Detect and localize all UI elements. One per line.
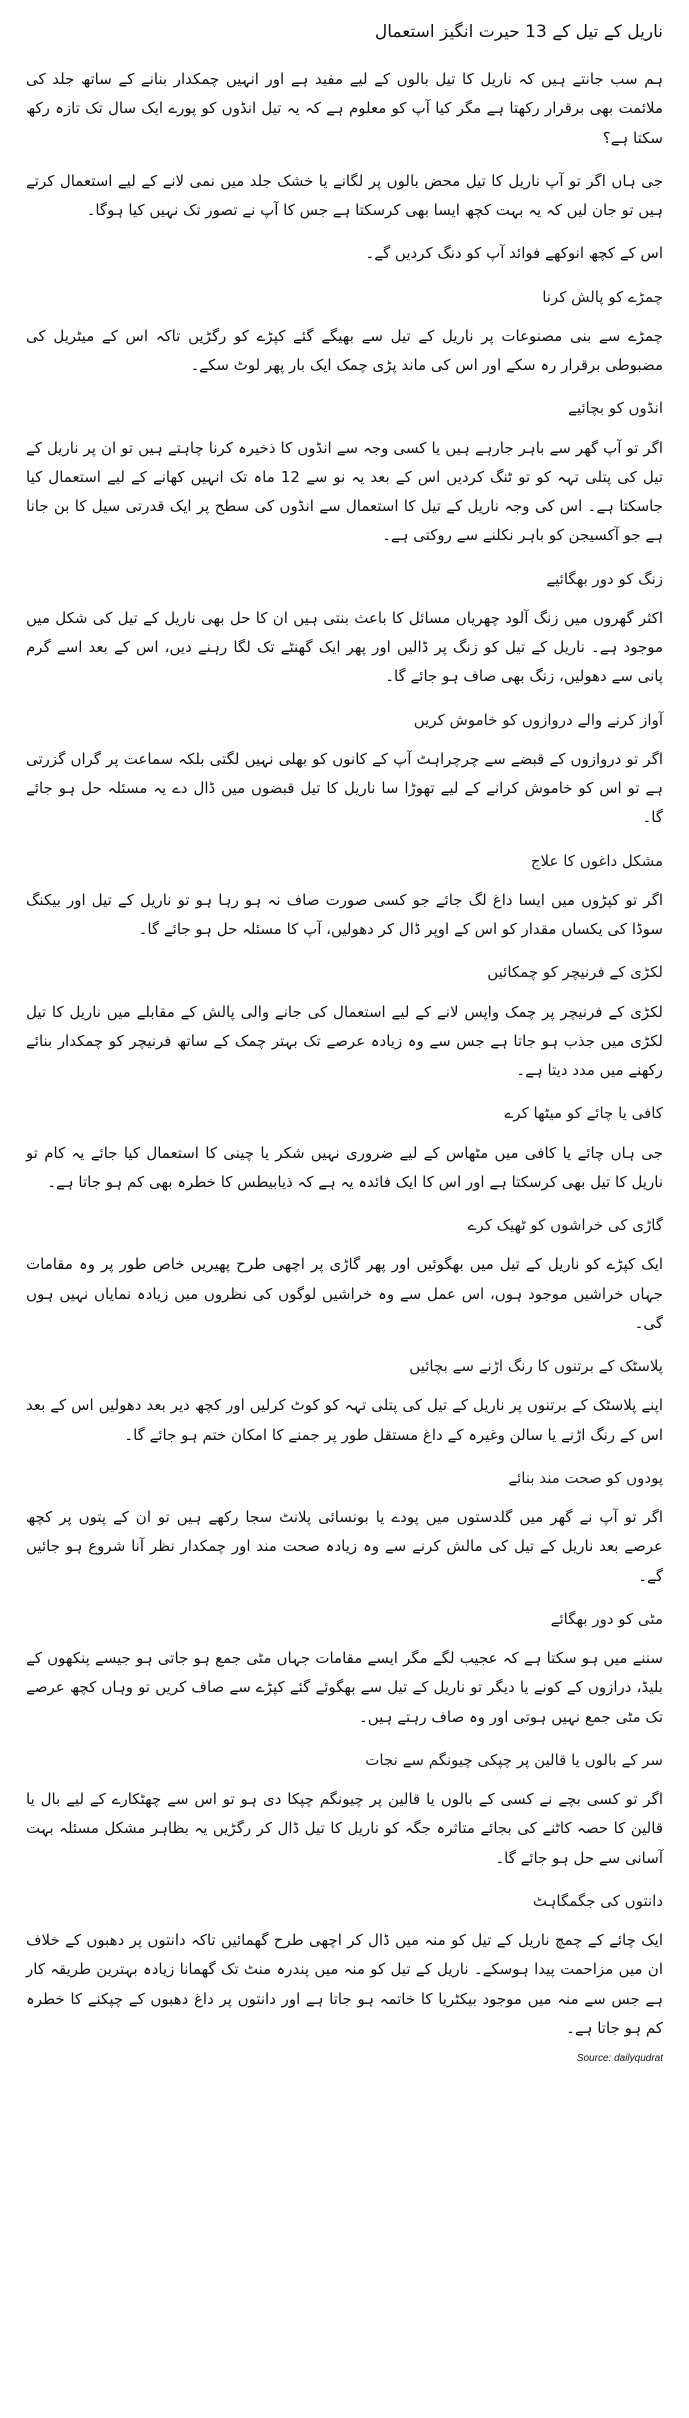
section-heading: لکڑی کے فرنیچر کو چمکائیں [487,963,663,982]
section-body: جی ہاں چائے یا کافی میں مٹھاس کے لیے ضروری نہیں شکر یا چینی کا استعمال کیا جائے یہ کام تو ناریل کا تیل بھی کرسکتا ہے اور اس کا ایک فائدہ یہ ہے کہ ذیابیطس کا خطرہ بھی کم ہو جاتا ہے۔ [26,1143,663,1191]
section-heading: پودوں کو صحت مند بنائے [508,1468,663,1487]
section-body: اگر تو کپڑوں میں ایسا داغ لگ جائے جو کسی صورت صاف نہ ہو رہا ہو تو ناریل کے تیل اور بیکنگ سوڈا کی یکساں مقدار کو اس کے اوپر ڈال کر دھولیں، آپ کا مسئلہ حل ہو جائے گا۔ [26,890,663,939]
section-body: اکثر گھروں میں زنگ آلود چھریاں مسائل کا باعث بنتی ہیں ان کا حل بھی ناریل کے تیل کی شکل میں موجود ہے۔ ناریل کے تیل کو زنگ پر ڈالیں اور پھر ایک گھنٹے تک لگا رہنے دیں، اس کے بعد اسے گرم پانی سے دھولیں، زنگ بھی صاف ہو جائے گا۔ [26,608,663,686]
section-list [26,283,663,2044]
section-body: اگر تو آپ گھر سے باہر جارہے ہیں یا کسی وجہ سے انڈوں کا ذخیرہ کرنا چاہتے ہیں تو ان پر ناریل کے تیل کی پتلی تہہ کو تو ٹنگ کردیں اس کے بعد یہ نو سے 12 ماہ تک انہیں کھانے کے لیے استعمال کیا جاسکتا ہے۔ اس کی وجہ ناریل کے تیل کا استعمال سے انڈوں کی سطح پر ایک قدرتی سیل کا بن جانا ہے جو آکسیجن کو باہر نکلنے سے روکتی ہے۔ [26,438,663,545]
section-tough-stains [26,847,663,945]
section-healthy-plants [26,1464,663,1591]
section-remove-rust [26,565,663,692]
section-heading: انڈوں کو بچائیے [568,399,663,418]
intro-paragraph: اس کے کچھ انوکھے فوائد آپ کو دنگ کردیں گے۔ [365,244,663,263]
section-heading: چمڑے کو پالش کرنا [542,287,663,306]
section-body: اپنے پلاسٹک کے برتنوں پر ناریل کے تیل کی پتلی تہہ کو کوٹ کرلیں اور کچھ دیر بعد دھولیں اس کے بعد اس کے رنگ اڑنے یا سالن وغیرہ کے داغ مستقل طور پر جمنے کا امکان ختم ہو جائے گا۔ [26,1396,663,1444]
section-chewing-gum [26,1746,663,1873]
intro-paragraph: ہم سب جانتے ہیں کہ ناریل کا تیل بالوں کے لیے مفید ہے اور انہیں چمکدار بنانے کے ساتھ جلد کی ملائمت بھی برقرار رکھتا ہے مگر کیا آپ کو معلوم ہے کہ یہ تیل انڈوں کو پورے ایک سال تک تازہ رکھ سکتا ہے؟ [26,70,663,147]
section-polish-leather [26,283,663,381]
intro-paragraph: جی ہاں اگر تو آپ ناریل کا تیل محض بالوں پر لگانے یا خشک جلد میں نمی لانے کے لیے استعمال کرتے ہیں تو جان لیں کہ یہ بہت کچھ ایسا بھی کرسکتا ہے جس کا آپ نے تصور تک نہیں کیا ہوگا۔ [26,171,663,220]
section-heading: مٹی کو دور بھگائے [550,1609,663,1628]
section-plastic-containers [26,1352,663,1450]
section-sweeten-coffee [26,1099,663,1197]
section-repel-dust [26,1605,663,1732]
section-squeaky-doors [26,706,663,833]
section-body: ایک کپڑے کو ناریل کے تیل میں بھگوئیں اور پھر گاڑی پر اچھی طرح پھیریں خاص طور پر وہ مقامات جہاں خراشیں موجود ہوں، اس عمل سے وہ خراشیں لوگوں کی نظروں میں زیادہ نمایاں نہیں ہوں گی۔ [26,1255,663,1332]
section-car-scratches [26,1211,663,1338]
section-heading: زنگ کو دور بھگائیے [546,569,663,588]
article-title: ناریل کے تیل کے 13 حیرت انگیز استعمال [374,22,663,42]
section-body: لکڑی کے فرنیچر پر چمک واپس لانے کے لیے استعمال کی جانے والی پالش کے مقابلے میں ناریل کا تیل لکڑی میں جذب ہو جاتا ہے جس سے وہ زیادہ عرصے تک بہتر چمک کے ساتھ فرنیچر کو چمکدار بنائے رکھنے میں مدد دیتا ہے۔ [26,1002,663,1080]
section-body: سننے میں ہو سکتا ہے کہ عجیب لگے مگر ایسے مقامات جہاں مٹی جمع ہو جاتی ہو جیسے پنکھوں کے بلیڈ، درازوں کے کونے یا دیگر تو ناریل کے تیل سے بھگوئے گئے کپڑے سے صاف کریں تو وہاں کچھ عرصے تک مٹی جمع نہیں ہوتی اور وہ صاف رہتے ہیں۔ [26,1649,663,1726]
section-body: ایک چائے کے چمچ ناریل کے تیل کو منہ میں ڈال کر اچھی طرح گھمائیں تاکہ دانتوں پر دھبوں کے خلاف ان میں مزاحمت پیدا ہوسکے۔ ناریل کے تیل کو منہ میں پندرہ منٹ تک گھمانا زیادہ بہترین طریقہ کار ہے جس سے منہ میں موجود بیکٹریا کا خاتمہ ہو جاتا ہے اور دانتوں پر داغ دھبوں کے چپکنے کا خطرہ کم ہو جاتا ہے۔ [26,1931,663,2037]
section-preserve-eggs [26,394,663,550]
article-intro [26,65,663,269]
section-body: اگر تو آپ نے گھر میں گلدستوں میں پودے یا بونسائی پلانٹ سجا رکھے ہیں تو ان کے پتوں پر کچھ عرصے بعد ناریل کے تیل کی مالش کرنے سے وہ زیادہ صحت مند اور چمکدار نظر آنا شروع ہو جائیں گے۔ [26,1508,663,1585]
section-heading: کافی یا چائے کو میٹھا کرے [504,1104,663,1123]
section-heading: دانتوں کی جگمگاہٹ [532,1891,663,1910]
source-credit: Source: dailyqudrat [576,2053,663,2065]
section-whiten-teeth [26,1887,663,2043]
section-body: چمڑے سے بنی مصنوعات پر ناریل کے تیل سے بھیگے گئے کپڑے کو رگڑیں تاکہ اس کے میٹریل کی مضبوطی برقرار رہ سکے اور اس کی ماند پڑی چمک ایک بار پھر لوٹ سکے۔ [26,326,663,375]
section-heading: پلاسٹک کے برتنوں کا رنگ اڑنے سے بچائیں [409,1357,663,1376]
section-heading: گاڑی کی خراشوں کو ٹھیک کرے [467,1216,663,1235]
section-body: اگر تو کسی بچے نے کسی کے بالوں یا قالین پر چیونگم چپکا دی ہو تو اس سے چھٹکارے کے لیے بال یا قالین کا حصہ کاٹنے کی بجائے متاثرہ جگہ کو ناریل کا تیل ڈال کر رگڑیں یہ بظاہر مشکل مسئلہ بہت آسانی سے حل ہو جائے گا۔ [26,1790,663,1867]
section-heading: سر کے بالوں یا قالین پر چپکی چیونگم سے نجات [365,1750,663,1769]
section-heading: مشکل داغوں کا علاج [530,851,663,870]
section-heading: آواز کرنے والے دروازوں کو خاموش کریں [413,710,663,729]
section-wood-furniture [26,958,663,1085]
section-body: اگر تو دروازوں کے قبضے سے چرچراہٹ آپ کے کانوں کو بھلی نہیں لگتی بلکہ سماعت پر گراں گزرتی ہے تو اس کو خاموش کرانے کے لیے تھوڑا سا ناریل کا تیل قبضوں میں ڈال دے یہ مسئلہ حل ہو جائے گا۔ [26,749,663,827]
